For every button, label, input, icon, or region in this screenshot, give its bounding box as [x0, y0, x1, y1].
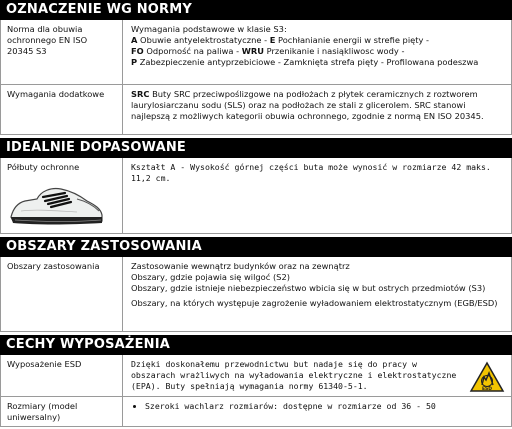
esd-warning-icon [469, 361, 505, 393]
row-label: Rozmiary (model uniwersalny) [1, 397, 123, 426]
row-value: Wymagania podstawowe w klasie S3: A Obuwie antyelektrostatyczne - E Pochłanianie energii w strefie pięty - FO Odporność na paliwa - WRU Przenikanie i nasiąkliwosc wody - P Zabezpieczenie antyprzebiciowe - Zamknięta strefa pięty - Profilowana podeszwa [131, 24, 479, 67]
row-value: Kształt A - Wysokość górnej części buta może wynosić w rozmiarze 42 maks. 11,2 cm. [131, 162, 491, 183]
shoe-type-label: Półbuty ochronne [7, 162, 80, 172]
row-sizes [0, 397, 512, 427]
row-label: Obszary zastosowania [1, 257, 123, 331]
size-list [131, 401, 503, 412]
section-header-fit: IDEALNIE DOPASOWANE [0, 138, 512, 158]
row-value [123, 397, 511, 426]
list-item: • Szeroki wachlarz rozmiarów: dostępne w rozmiarze od 36 - 50 [145, 401, 503, 412]
section-header-features: CECHY WYPOSAŻENIA [0, 335, 512, 355]
section-header-standard: OZNACZENIE WG NORMY [0, 0, 512, 20]
row-value: SRC Buty SRC przeciwpoślizgowe na podłożach z płytek ceramicznych z roztworem laurylosiarczanu sodu (SLS) oraz na podłożach ze stali z glicerolem. SRC stanowi najlepszą z możliwych kategorii obuwia ochronnego, zgodnie z normą EN ISO 20345. [131, 89, 484, 121]
row-applications [0, 257, 512, 332]
row-label: Norma dla obuwia ochronnego EN ISO 20345 S3 [1, 20, 123, 84]
svg-text:ESD: ESD [481, 387, 493, 392]
row-value: Zastosowanie wewnątrz budynków oraz na zewnątrz Obszary, gdzie pojawia się wilgoć (S2) Obszary, gdzie istnieje niebezpieczeństwo wbicia się w but ostrych przedmiotów (S3) Obszary, na których występuje zagrożenie wyładowaniem elektrostatycznym (EGB/ESD) [131, 261, 498, 308]
shoe-icon [7, 179, 107, 229]
row-standard [0, 20, 512, 85]
row-label [1, 158, 123, 233]
row-label: Wymagania dodatkowe [1, 85, 123, 134]
row-value: Dzięki doskonałemu przewodnictwu but nadaje się do pracy w obszarach wrażliwych na wyładowania elektryczne i elektrostatyczne (EPA). Buty spełniają wymagania normy 61340-5-1. [131, 359, 457, 391]
row-label: Wyposażenie ESD [1, 355, 123, 396]
row-esd [0, 355, 512, 397]
section-header-applications: OBSZARY ZASTOSOWANIA [0, 237, 512, 257]
row-additional [0, 85, 512, 135]
row-shoe [0, 158, 512, 234]
